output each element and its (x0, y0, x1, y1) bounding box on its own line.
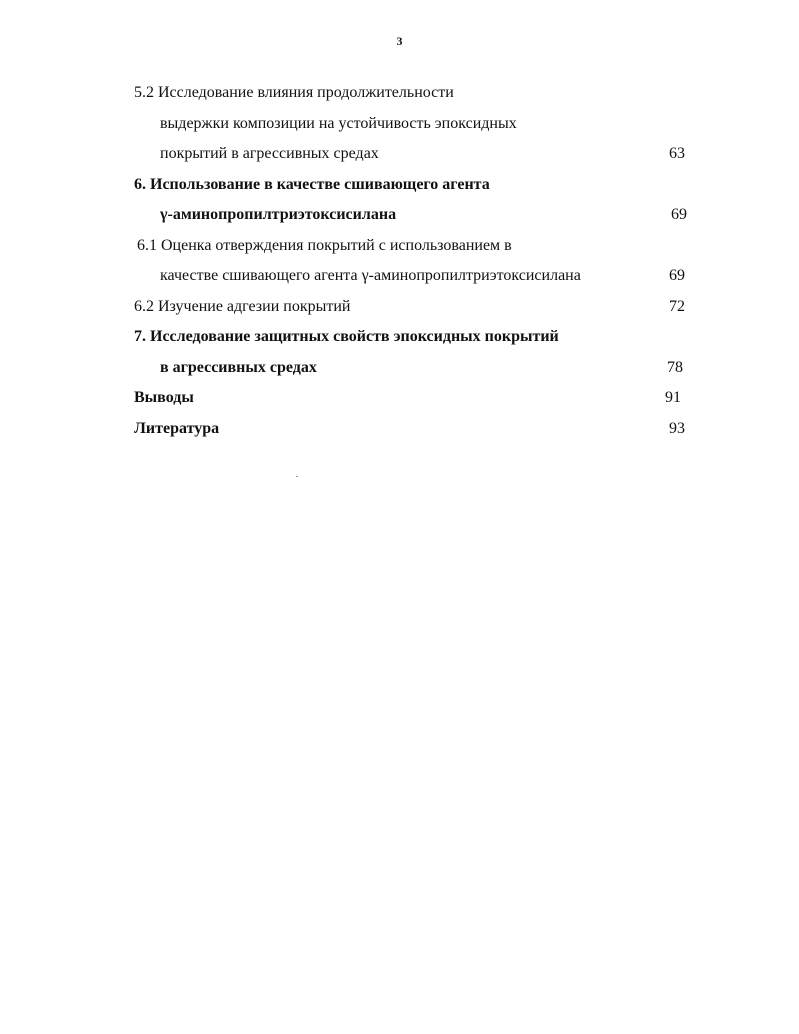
toc-entry-text: γ-аминопропилтриэтоксисилана (160, 206, 397, 223)
toc-entry-text: 7. Исследование защитных свойств эпоксидных покрытий (134, 328, 559, 345)
toc-entry-text: покрытий в агрессивных средах (160, 145, 379, 162)
table-of-contents (0, 78, 799, 444)
toc-line-5-2 (0, 78, 799, 109)
toc-entry-text: 6.2 Изучение адгезии покрытий (134, 297, 351, 315)
toc-entry-text: 6. Использование в качестве сшивающего агента (134, 175, 490, 193)
toc-entry-text: Литература (134, 419, 220, 437)
toc-page-number: 63 (669, 145, 685, 162)
page-number: 3 (396, 34, 403, 48)
toc-line-conclusions (0, 383, 799, 414)
toc-page-number: 93 (669, 419, 685, 437)
toc-page-number: 78 (667, 358, 683, 376)
toc-page-number: 91 (665, 389, 681, 406)
toc-line-5-2-end (0, 139, 799, 170)
toc-line-6 (0, 170, 799, 201)
toc-entry-text: качестве сшивающего агента γ-аминопропилтриэтоксисилана (160, 267, 581, 284)
toc-line-5-2-cont (0, 109, 799, 140)
toc-entry-text: в агрессивных средах (160, 358, 317, 376)
toc-entry-text: 6.1 Оценка отверждения покрытий с использованием в (137, 236, 512, 254)
toc-line-6-2 (0, 292, 799, 323)
scan-speck (296, 476, 298, 477)
toc-entry-text: Выводы (134, 389, 194, 406)
toc-line-6-1-end (0, 261, 799, 292)
toc-page-number: 69 (671, 206, 687, 223)
toc-entry-text: 5.2 Исследование влияния продолжительности (134, 84, 454, 101)
toc-page-number: 69 (669, 267, 685, 284)
toc-line-6-1 (0, 231, 799, 262)
toc-line-6-end (0, 200, 799, 231)
toc-line-7-end (0, 353, 799, 384)
toc-entry-text: выдержки композиции на устойчивость эпоксидных (160, 114, 517, 132)
toc-line-7 (0, 322, 799, 353)
toc-page-number: 72 (669, 297, 685, 315)
toc-line-literature (0, 414, 799, 445)
